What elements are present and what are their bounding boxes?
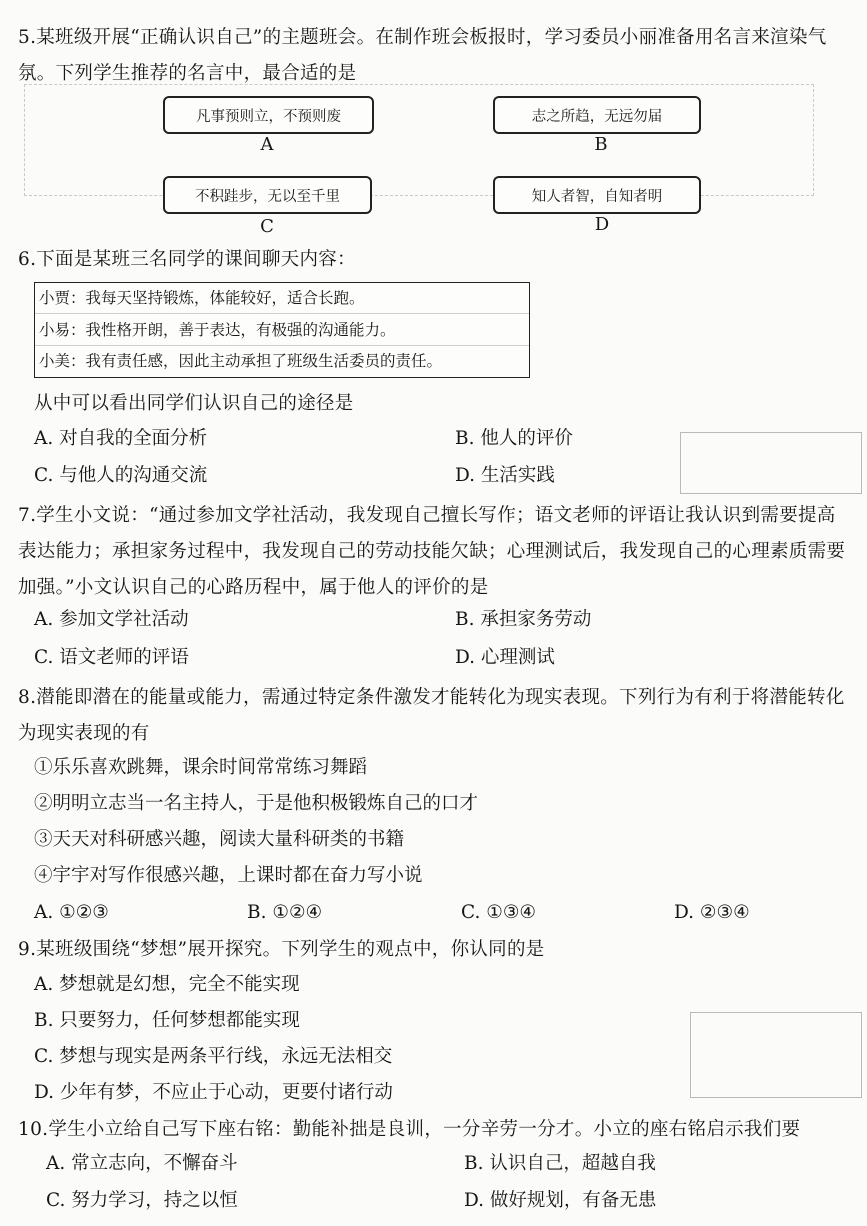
- q6-option-b: B. 他人的评价: [455, 428, 573, 449]
- q7-option-b: B. 承担家务劳动: [455, 609, 592, 630]
- q6-option-d: D. 生活实践: [455, 465, 555, 486]
- quote-card-a: [163, 96, 374, 134]
- question-5-stem: 5.某班级开展“正确认识自己”的主题班会。在制作班会板报时，学习委员小丽准备用名言来渲染气氛。下列学生推荐的名言中，最合适的是: [18, 27, 827, 84]
- quote-card-d-label: D: [594, 214, 610, 235]
- question-8-stem: 8.潜能即潜在的能量或能力，需通过特定条件激发才能转化为现实表现。下列行为有利于将潜能转化为现实表现的有: [18, 687, 845, 744]
- q8-item-3: ③天天对科研感兴趣，阅读大量科研类的书籍: [34, 829, 405, 850]
- q9-option-b: B. 只要努力，任何梦想都能实现: [34, 1010, 300, 1031]
- q9-option-c: C. 梦想与现实是两条平行线，永远无法相交: [34, 1046, 393, 1067]
- q7-option-c: C. 语文老师的评语: [34, 647, 189, 668]
- q9-option-d: D. 少年有梦，不应止于心动，更要付诸行动: [34, 1082, 393, 1103]
- q8-option-a: A. ①②③: [34, 902, 109, 923]
- q8-item-1: ①乐乐喜欢跳舞，课余时间常常练习舞蹈: [34, 757, 368, 778]
- q8-item-4: ④宇宇对写作很感兴趣，上课时都在奋力写小说: [34, 865, 423, 886]
- q10-option-c: C. 努力学习，持之以恒: [46, 1190, 238, 1211]
- q8-option-b: B. ①②④: [247, 902, 323, 923]
- chat-line-xiaojia: 小贾：我每天坚持锻炼，体能较好，适合长跑。: [39, 289, 365, 307]
- question-7-stem: 7.学生小文说：“通过参加文学社活动，我发现自己擅长写作；语文老师的评语让我认识到需要提高表达能力；承担家务过程中，我发现自己的劳动技能欠缺；心理测试后，我发现自己的心理素质需要加强。”小文认识自己的心路历程中，属于他人的评价的是: [18, 505, 846, 598]
- quote-card-d-text: 知人者智，自知者明: [531, 188, 663, 205]
- score-table-faint-1: [680, 432, 862, 494]
- q6-option-a: A. 对自我的全面分析: [34, 428, 208, 449]
- quote-card-d: [493, 176, 701, 214]
- q7-option-d: D. 心理测试: [455, 647, 555, 668]
- q7-option-a: A. 参加文学社活动: [34, 609, 189, 630]
- q8-item-2: ②明明立志当一名主持人，于是他积极锻炼自己的口才: [34, 793, 479, 814]
- q10-option-d: D. 做好规划，有备无患: [464, 1190, 657, 1211]
- question-6-stem: 6.下面是某班三名同学的课间聊天内容：: [18, 249, 356, 270]
- q8-option-c: C. ①③④: [461, 902, 537, 923]
- q8-option-d: D. ②③④: [674, 902, 750, 923]
- score-table-faint-2: [690, 1012, 862, 1098]
- q9-option-a: A. 梦想就是幻想，完全不能实现: [34, 974, 300, 995]
- quote-card-b-label: B: [594, 134, 608, 155]
- question-6-prompt: 从中可以看出同学们认识自己的途径是: [34, 393, 354, 414]
- q10-option-b: B. 认识自己，超越自我: [464, 1153, 656, 1174]
- quote-card-c-label: C: [260, 216, 274, 237]
- quote-card-a-label: A: [260, 134, 274, 155]
- chat-line-xiaoyi: 小易：我性格开朗，善于表达，有极强的沟通能力。: [39, 321, 396, 339]
- question-10-stem: 10.学生小立给自己写下座右铭：勤能补拙是良训，一分辛劳一分才。小立的座右铭启示我们要: [18, 1119, 801, 1140]
- quote-card-c-text: 不积跬步，无以至千里: [195, 188, 340, 205]
- quote-card-c: [163, 176, 372, 214]
- q10-option-a: A. 常立志向，不懈奋斗: [46, 1153, 238, 1174]
- chat-box: [34, 282, 530, 378]
- quote-card-b-text: 志之所趋，无远勿届: [531, 108, 663, 125]
- quote-card-a-text: 凡事预则立，不预则废: [196, 108, 341, 125]
- question-9-stem: 9.某班级围绕“梦想”展开探究。下列学生的观点中，你认同的是: [18, 939, 545, 960]
- quote-card-b: [493, 96, 701, 134]
- chat-line-xiaomei: 小美：我有责任感，因此主动承担了班级生活委员的责任。: [39, 352, 443, 370]
- q6-option-c: C. 与他人的沟通交流: [34, 465, 208, 486]
